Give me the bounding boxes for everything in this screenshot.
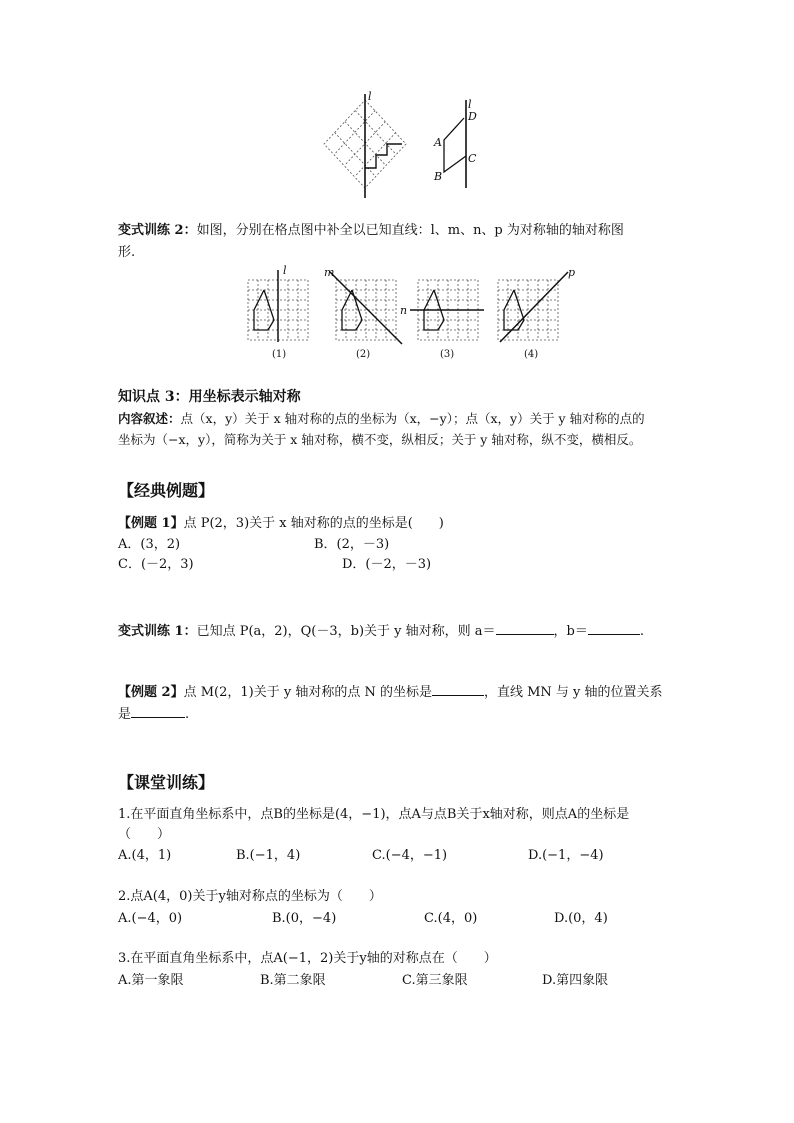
q1-stem: 1.在平面直角坐标系中，点B的坐标是(4，−1)，点A与点B关于x轴对称，则点A的坐标是 <box>118 807 630 822</box>
example1-option-c: C．(－2，3) <box>118 557 194 572</box>
q2-option-d: D.(0，4) <box>554 911 608 926</box>
q1-paren: （ ） <box>118 827 171 842</box>
knowledge3-text1: 点（x，y）关于 x 轴对称的点的坐标为（x，−y）；点（x，y）关于 y 轴对称的点的 <box>180 411 645 426</box>
grid-figure-3 <box>408 266 488 346</box>
diamond-grid-figure <box>318 92 418 204</box>
q2-option-b: B.(0，−4) <box>272 911 337 926</box>
label-D: D <box>468 110 477 123</box>
q2-option-c: C.(4，0) <box>424 911 478 926</box>
example2-line1 <box>118 681 663 702</box>
line-l-label: l <box>368 90 372 103</box>
example2-blank-b[interactable] <box>131 703 185 718</box>
example2-text-b: ，直线 MN 与 y 轴的位置关系 <box>483 685 663 700</box>
variant1-line <box>118 620 644 641</box>
variant2-line2: 形. <box>118 245 136 260</box>
caption-2: (2) <box>356 349 371 360</box>
line-label-l: l <box>283 264 287 277</box>
variant1-blank-b[interactable] <box>588 620 640 635</box>
example1-stem <box>118 515 444 533</box>
variant2-title: 变式训练 2： <box>118 223 197 238</box>
line-label-p: p <box>568 266 576 279</box>
example1-text: 点 P(2，3)关于 x 轴对称的点的坐标是( ) <box>183 516 444 531</box>
knowledge3-lead: 内容叙述： <box>118 411 181 426</box>
line-label-m: m <box>324 266 335 279</box>
quadrilateral-figure <box>430 96 490 192</box>
q3-stem: 3.在平面直角坐标系中，点A(−1，2)关于y轴的对称点在（ ） <box>118 951 497 966</box>
example2-text-d: . <box>185 707 190 722</box>
q1-option-a: A.(4，1) <box>118 848 172 863</box>
example1-option-d: D．(－2，－3) <box>342 557 432 572</box>
caption-4: (4) <box>524 349 539 360</box>
q1-option-c: C.(−4，−1) <box>372 848 448 863</box>
grid-figure-2 <box>326 266 406 346</box>
caption-3: (3) <box>440 349 455 360</box>
variant1-text-c: . <box>639 624 644 639</box>
q3-option-a: A.第一象限 <box>118 973 184 988</box>
classroom-heading: 【课堂训练】 <box>118 773 215 792</box>
grid-figure-4 <box>490 266 574 346</box>
variant1-text-b: ，b＝ <box>553 624 588 639</box>
example2-line2 <box>118 703 189 724</box>
knowledge3-line2: 坐标为（−x，y），简称为关于 x 轴对称，横不变，纵相反；关于 y 轴对称，纵不变，横相反。 <box>118 432 642 447</box>
label-B: B <box>434 170 443 183</box>
example2-text-c: 是 <box>118 707 132 722</box>
caption-1: (1) <box>272 349 287 360</box>
example1-option-a: A．(3，2) <box>118 537 181 552</box>
example2-blank-a[interactable] <box>432 681 484 696</box>
q1-option-b: B.(−1，4) <box>236 848 301 863</box>
knowledge3-line1 <box>118 410 645 428</box>
q3-option-b: B.第二象限 <box>260 973 326 988</box>
q3-option-d: D.第四象限 <box>542 973 609 988</box>
q1-option-d: D.(−1，−4) <box>528 848 604 863</box>
q3-option-c: C.第三象限 <box>402 973 468 988</box>
variant2-line1 <box>118 222 624 240</box>
knowledge3-title: 知识点 3：用坐标表示轴对称 <box>118 389 301 405</box>
classic-heading: 【经典例题】 <box>118 481 215 500</box>
line-label-n: n <box>400 304 408 317</box>
q2-stem: 2.点A(4，0)关于y轴对称点的坐标为（ ） <box>118 889 382 904</box>
label-A: A <box>434 136 442 149</box>
example2-text-a: 点 M(2，1)关于 y 轴对称的点 N 的坐标是 <box>183 685 432 700</box>
variant1-label: 变式训练 1： <box>118 624 197 639</box>
label-l: l <box>468 98 472 111</box>
example1-option-b: B．(2，－3) <box>314 537 390 552</box>
variant1-text-a: 已知点 P(a，2)，Q(－3，b)关于 y 轴对称，则 a＝ <box>196 624 496 639</box>
example1-label: 【例题 1】 <box>118 516 184 531</box>
q2-option-a: A.(−4，0) <box>118 911 183 926</box>
grid-figure-1 <box>244 266 314 346</box>
label-C: C <box>468 152 477 165</box>
variant2-text: 如图，分别在格点图中补全以已知直线：l、m、n、p 为对称轴的轴对称图 <box>196 223 624 238</box>
variant1-blank-a[interactable] <box>496 620 554 635</box>
example2-label: 【例题 2】 <box>118 685 184 700</box>
